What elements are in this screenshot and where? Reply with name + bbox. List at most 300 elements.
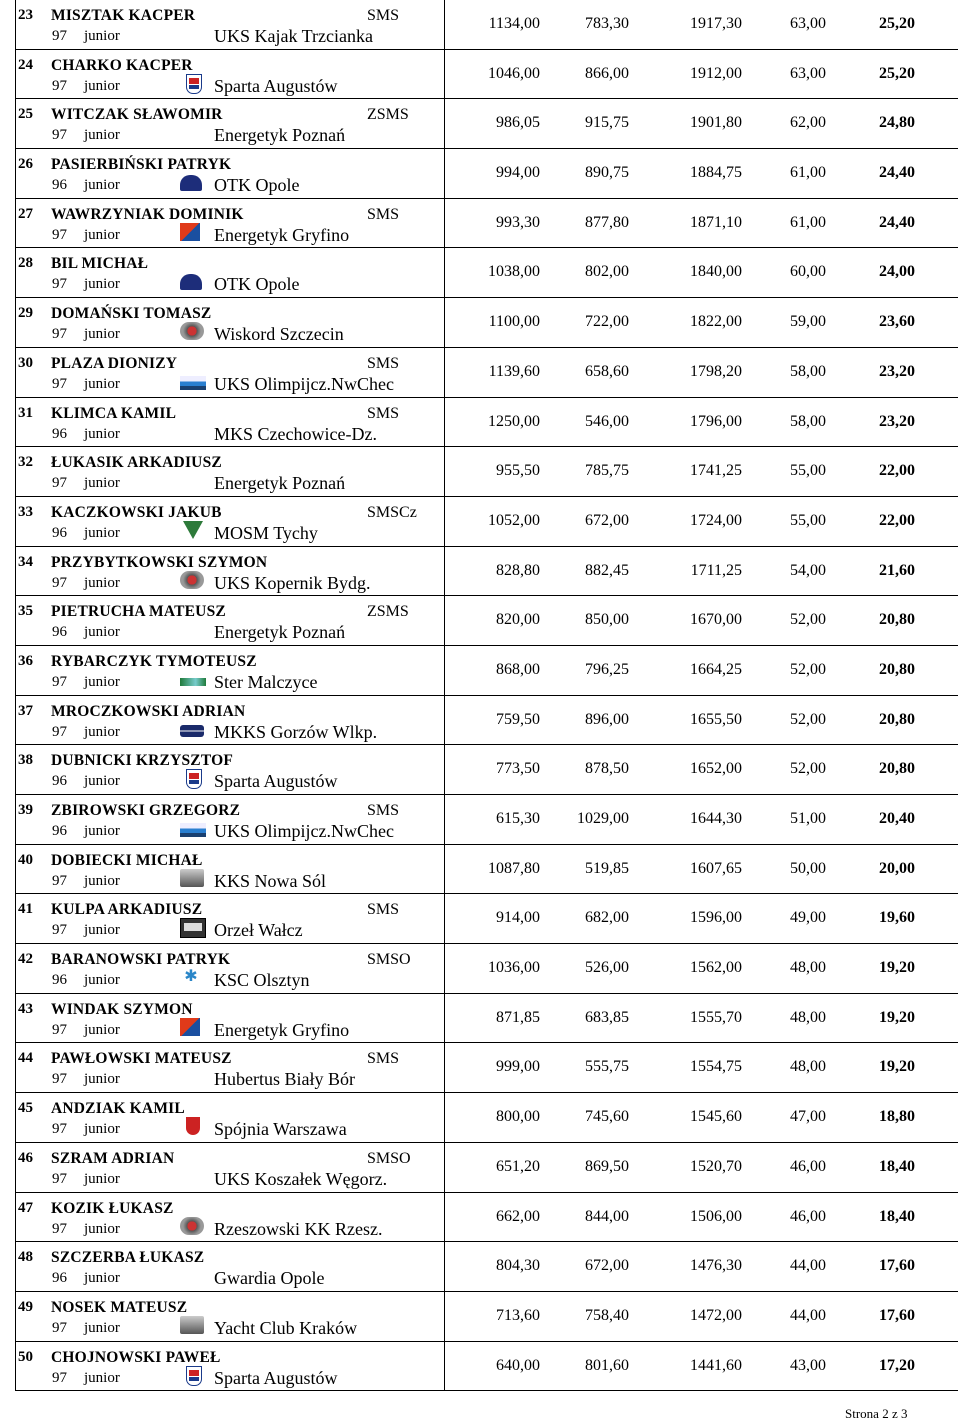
wave-logo xyxy=(180,819,208,839)
club-name: Sparta Augustów xyxy=(214,75,338,96)
round-logo xyxy=(180,571,208,591)
wave-logo xyxy=(180,372,208,392)
final-score: 24,40 xyxy=(879,213,915,231)
birth-year: 97 xyxy=(52,1021,67,1038)
club-logo-empty xyxy=(180,422,208,442)
final-score: 20,80 xyxy=(879,760,915,778)
birth-year: 97 xyxy=(52,872,67,889)
rank-number: 44 xyxy=(18,1050,33,1067)
table-row xyxy=(0,99,960,149)
birth-year: 97 xyxy=(52,475,67,492)
category-label: junior xyxy=(84,673,120,690)
rank-number: 37 xyxy=(18,702,33,719)
final-score: 23,60 xyxy=(879,313,915,331)
rank-number: 35 xyxy=(18,603,33,620)
club-name: UKS Koszałek Węgorz. xyxy=(214,1168,388,1189)
club-name: UKS Kopernik Bydg. xyxy=(214,572,371,593)
rank-number: 39 xyxy=(18,802,33,818)
score-total: 1917,30 xyxy=(690,15,742,32)
school-code: SMSCz xyxy=(367,503,417,521)
rank-number: 30 xyxy=(18,354,33,371)
score-total: 1555,70 xyxy=(690,1008,742,1026)
birth-year: 97 xyxy=(52,1071,67,1088)
points: 61,00 xyxy=(790,213,826,231)
points: 60,00 xyxy=(790,263,826,281)
birth-year: 97 xyxy=(52,375,67,392)
score-1: 804,30 xyxy=(496,1257,540,1275)
score-1: 1038,00 xyxy=(488,263,540,281)
points: 49,00 xyxy=(790,909,826,927)
athlete-name: KACZKOWSKI JAKUB xyxy=(51,503,222,521)
rank-number: 33 xyxy=(18,503,33,520)
school-code: SMS xyxy=(367,802,400,819)
category-label: junior xyxy=(84,922,120,939)
final-score: 20,00 xyxy=(879,859,915,877)
school-code: ZSMS xyxy=(367,106,409,124)
athlete-name: KULPA ARKADIUSZ xyxy=(51,901,203,919)
category-label: junior xyxy=(84,28,120,44)
box-logo xyxy=(180,918,208,938)
score-2: 783,30 xyxy=(585,15,629,32)
club-name: Ster Malczyce xyxy=(214,671,318,692)
score-1: 820,00 xyxy=(496,611,540,629)
club-logo-icon xyxy=(180,678,206,686)
club-name: Spójnia Warszawa xyxy=(214,1119,347,1140)
score-2: 546,00 xyxy=(585,412,629,430)
club-logo-icon xyxy=(180,223,200,241)
category-label: junior xyxy=(84,624,120,641)
table-row xyxy=(0,447,960,497)
athlete-name: SZRAM ADRIAN xyxy=(51,1149,175,1167)
athlete-name: WAWRZYNIAK DOMINIK xyxy=(51,205,244,223)
club-logo-empty xyxy=(180,620,208,640)
score-total: 1901,80 xyxy=(690,114,742,132)
athlete-name: DUBNICKI KRZYSZTOF xyxy=(51,752,234,770)
table-row xyxy=(0,149,960,199)
birth-year: 97 xyxy=(52,326,67,343)
grey-logo xyxy=(180,1316,208,1336)
final-score: 19,20 xyxy=(879,1058,915,1076)
table-row xyxy=(0,646,960,696)
score-1: 914,00 xyxy=(496,909,540,927)
table-row xyxy=(0,596,960,646)
score-total: 1607,65 xyxy=(690,859,742,877)
athlete-name: PRZYBYTKOWSKI SZYMON xyxy=(51,553,268,571)
score-total: 1545,60 xyxy=(690,1108,742,1126)
ball-logo xyxy=(180,173,208,193)
rank-number: 38 xyxy=(18,752,33,769)
points: 43,00 xyxy=(790,1356,826,1374)
birth-year: 96 xyxy=(52,1270,67,1287)
shield-logo xyxy=(180,769,208,789)
points: 44,00 xyxy=(790,1306,826,1324)
school-code: SMS xyxy=(367,1050,400,1068)
score-total: 1644,30 xyxy=(690,810,742,827)
category-label: junior xyxy=(84,1071,120,1088)
score-2: 745,60 xyxy=(585,1108,629,1126)
category-label: junior xyxy=(84,177,120,194)
athlete-name: WINDAK SZYMON xyxy=(51,1000,193,1018)
points: 52,00 xyxy=(790,611,826,629)
birth-year: 97 xyxy=(52,1220,67,1237)
club-logo-icon xyxy=(180,1316,204,1334)
points: 58,00 xyxy=(790,362,826,380)
birth-year: 97 xyxy=(52,922,67,939)
category-label: junior xyxy=(84,524,120,541)
athlete-name: ZBIROWSKI GRZEGORZ xyxy=(51,802,241,819)
final-score: 24,40 xyxy=(879,164,915,182)
club-logo-icon: ✱ xyxy=(184,968,198,986)
score-total: 1822,00 xyxy=(690,313,742,331)
club-name: MKS Czechowice-Dz. xyxy=(214,423,377,444)
table-row xyxy=(0,1342,960,1392)
category-label: junior xyxy=(84,1319,120,1336)
score-2: 866,00 xyxy=(585,64,629,82)
points: 63,00 xyxy=(790,64,826,82)
score-1: 871,85 xyxy=(496,1008,540,1026)
category-label: junior xyxy=(84,375,120,392)
score-2: 555,75 xyxy=(585,1058,629,1076)
final-score: 19,60 xyxy=(879,909,915,927)
rank-number: 29 xyxy=(18,305,33,322)
final-score: 18,40 xyxy=(879,1157,915,1175)
table-row xyxy=(0,348,960,398)
rank-number: 49 xyxy=(18,1298,33,1315)
birth-year: 97 xyxy=(52,28,67,44)
club-logo-icon xyxy=(180,322,204,340)
score-total: 1796,00 xyxy=(690,412,742,430)
score-1: 713,60 xyxy=(496,1306,540,1324)
final-score: 20,40 xyxy=(879,810,915,827)
category-label: junior xyxy=(84,1270,120,1287)
birth-year: 97 xyxy=(52,276,67,293)
score-total: 1840,00 xyxy=(690,263,742,281)
athlete-name: ŁUKASIK ARKADIUSZ xyxy=(51,454,222,472)
category-label: junior xyxy=(84,77,120,94)
club-name: Rzeszowski KK Rzesz. xyxy=(214,1218,383,1239)
score-1: 651,20 xyxy=(496,1157,540,1175)
score-total: 1664,25 xyxy=(690,660,742,678)
score-total: 1506,00 xyxy=(690,1207,742,1225)
rank-number: 40 xyxy=(18,851,33,868)
birth-year: 96 xyxy=(52,972,67,989)
school-code: SMS xyxy=(367,404,400,422)
score-total: 1472,00 xyxy=(690,1306,742,1324)
rank-number: 23 xyxy=(18,7,33,23)
score-1: 1100,00 xyxy=(488,313,540,331)
athlete-name: MROCZKOWSKI ADRIAN xyxy=(51,702,246,720)
category-label: junior xyxy=(84,972,120,989)
points: 44,00 xyxy=(790,1257,826,1275)
score-1: 640,00 xyxy=(496,1356,540,1374)
score-total: 1554,75 xyxy=(690,1058,742,1076)
final-score: 22,00 xyxy=(879,462,915,480)
points: 62,00 xyxy=(790,114,826,132)
birth-year: 97 xyxy=(52,127,67,144)
final-score: 21,60 xyxy=(879,561,915,579)
flag-logo xyxy=(180,1018,208,1038)
athlete-name: PIETRUCHA MATEUSZ xyxy=(51,603,226,621)
school-code: ZSMS xyxy=(367,603,409,621)
birth-year: 97 xyxy=(52,673,67,690)
category-label: junior xyxy=(84,425,120,442)
score-1: 999,00 xyxy=(496,1058,540,1076)
score-total: 1476,30 xyxy=(690,1257,742,1275)
club-name: Sparta Augustów xyxy=(214,1367,338,1388)
score-2: 802,00 xyxy=(585,263,629,281)
school-code: SMS xyxy=(367,7,400,24)
score-1: 994,00 xyxy=(496,164,540,182)
points: 46,00 xyxy=(790,1207,826,1225)
athlete-name: PAWŁOWSKI MATEUSZ xyxy=(51,1050,232,1068)
score-2: 658,60 xyxy=(585,362,629,380)
rank-number: 46 xyxy=(18,1149,33,1166)
points: 63,00 xyxy=(790,15,826,32)
score-1: 1250,00 xyxy=(488,412,540,430)
athlete-name: MISZTAK KACPER xyxy=(51,7,196,24)
table-row xyxy=(0,298,960,348)
rank-number: 24 xyxy=(18,56,33,73)
birth-year: 96 xyxy=(52,773,67,790)
rank-number: 48 xyxy=(18,1249,33,1266)
athlete-name: KOZIK ŁUKASZ xyxy=(51,1199,174,1217)
tri-logo xyxy=(180,521,208,541)
athlete-name: PASIERBIŃSKI PATRYK xyxy=(51,156,232,174)
score-1: 800,00 xyxy=(496,1108,540,1126)
category-label: junior xyxy=(84,723,120,740)
score-1: 1046,00 xyxy=(488,64,540,82)
athlete-name: DOMAŃSKI TOMASZ xyxy=(51,305,212,323)
school-code: SMS xyxy=(367,354,400,372)
athlete-name: PLAZA DIONIZY xyxy=(51,354,178,372)
category-label: junior xyxy=(84,1121,120,1138)
score-total: 1655,50 xyxy=(690,710,742,728)
category-label: junior xyxy=(84,326,120,343)
score-2: 877,80 xyxy=(585,213,629,231)
category-label: junior xyxy=(84,226,120,243)
score-2: 526,00 xyxy=(585,959,629,977)
points: 55,00 xyxy=(790,511,826,529)
club-name: OTK Opole xyxy=(214,175,300,196)
school-code: SMS xyxy=(367,901,400,919)
category-label: junior xyxy=(84,1021,120,1038)
score-2: 672,00 xyxy=(585,1257,629,1275)
score-1: 868,00 xyxy=(496,660,540,678)
category-label: junior xyxy=(84,574,120,591)
round-logo xyxy=(180,322,208,342)
points: 54,00 xyxy=(790,561,826,579)
table-row xyxy=(0,497,960,547)
birth-year: 96 xyxy=(52,524,67,541)
category-label: junior xyxy=(84,1220,120,1237)
rank-number: 45 xyxy=(18,1100,33,1117)
score-2: 1029,00 xyxy=(577,810,629,827)
points: 52,00 xyxy=(790,660,826,678)
points: 51,00 xyxy=(790,810,826,827)
final-score: 17,60 xyxy=(879,1257,915,1275)
club-name: Orzeł Wałcz xyxy=(214,920,303,941)
page-footer: Strona 2 z 3 xyxy=(845,1406,908,1421)
club-name: UKS Kajak Trzcianka xyxy=(214,26,373,46)
points: 46,00 xyxy=(790,1157,826,1175)
score-2: 519,85 xyxy=(585,859,629,877)
table-row xyxy=(0,1193,960,1243)
points: 59,00 xyxy=(790,313,826,331)
rank-number: 42 xyxy=(18,951,33,968)
school-code: SMSO xyxy=(367,1149,411,1167)
score-total: 1711,25 xyxy=(690,561,742,579)
club-name: UKS Olimpijcz.NwChec xyxy=(214,821,394,841)
points: 48,00 xyxy=(790,1058,826,1076)
rank-number: 26 xyxy=(18,156,33,173)
athlete-name: NOSEK MATEUSZ xyxy=(51,1298,188,1316)
table-row xyxy=(0,894,960,944)
club-logo-icon xyxy=(180,725,204,737)
points: 61,00 xyxy=(790,164,826,182)
shield-logo xyxy=(180,74,208,94)
category-label: junior xyxy=(84,1170,120,1187)
athlete-name: CHOJNOWSKI PAWEŁ xyxy=(51,1348,221,1366)
score-total: 1741,25 xyxy=(690,462,742,480)
red-logo xyxy=(180,1117,208,1137)
table-row xyxy=(0,398,960,448)
points: 47,00 xyxy=(790,1108,826,1126)
table-row xyxy=(0,0,960,50)
birth-year: 96 xyxy=(52,177,67,194)
score-1: 828,80 xyxy=(496,561,540,579)
score-1: 1036,00 xyxy=(488,959,540,977)
final-score: 20,80 xyxy=(879,611,915,629)
club-name: Sparta Augustów xyxy=(214,771,338,792)
score-total: 1441,60 xyxy=(690,1356,742,1374)
athlete-name: BIL MICHAŁ xyxy=(51,255,149,273)
birth-year: 97 xyxy=(52,1121,67,1138)
category-label: junior xyxy=(84,823,120,839)
category-label: junior xyxy=(84,127,120,144)
birth-year: 96 xyxy=(52,425,67,442)
score-total: 1798,20 xyxy=(690,362,742,380)
score-1: 1052,00 xyxy=(488,511,540,529)
club-name: Energetyk Poznań xyxy=(214,622,346,643)
category-label: junior xyxy=(84,1369,120,1386)
club-name: Hubertus Biały Bór xyxy=(214,1069,355,1090)
athlete-name: BARANOWSKI PATRYK xyxy=(51,951,231,969)
score-2: 758,40 xyxy=(585,1306,629,1324)
club-logo-icon xyxy=(186,1366,202,1386)
table-row xyxy=(0,1242,960,1292)
club-logo-icon xyxy=(186,1117,200,1135)
athlete-name: DOBIECKI MICHAŁ xyxy=(51,851,203,869)
club-logo-icon xyxy=(186,769,202,789)
birth-year: 97 xyxy=(52,1170,67,1187)
points: 52,00 xyxy=(790,710,826,728)
athlete-name: ANDZIAK KAMIL xyxy=(51,1100,185,1118)
birth-year: 97 xyxy=(52,77,67,94)
score-2: 801,60 xyxy=(585,1356,629,1374)
final-score: 20,80 xyxy=(879,660,915,678)
score-total: 1912,00 xyxy=(690,64,742,82)
club-name: KKS Nowa Sól xyxy=(214,870,327,891)
club-name: Wiskord Szczecin xyxy=(214,324,344,345)
score-1: 1087,80 xyxy=(488,859,540,877)
category-label: junior xyxy=(84,276,120,293)
club-logo-empty xyxy=(180,1067,208,1087)
table-row xyxy=(0,50,960,100)
club-logo-icon xyxy=(180,175,202,191)
birth-year: 97 xyxy=(52,226,67,243)
rank-number: 36 xyxy=(18,652,33,669)
score-2: 796,25 xyxy=(585,660,629,678)
final-score: 18,40 xyxy=(879,1207,915,1225)
club-name: Yacht Club Kraków xyxy=(214,1317,358,1338)
star-logo xyxy=(180,968,208,988)
club-name: MOSM Tychy xyxy=(214,522,318,543)
club-name: Energetyk Poznań xyxy=(214,125,346,146)
athlete-name: SZCZERBA ŁUKASZ xyxy=(51,1249,205,1267)
club-name: Gwardia Opole xyxy=(214,1268,325,1289)
score-total: 1871,10 xyxy=(690,213,742,231)
final-score: 24,80 xyxy=(879,114,915,132)
score-total: 1652,00 xyxy=(690,760,742,778)
table-row xyxy=(0,248,960,298)
final-score: 19,20 xyxy=(879,959,915,977)
rank-number: 41 xyxy=(18,901,33,918)
club-logo-empty xyxy=(180,1266,208,1286)
plane-logo xyxy=(180,720,208,740)
birth-year: 96 xyxy=(52,624,67,641)
athlete-name: RYBARCZYK TYMOTEUSZ xyxy=(51,652,257,670)
athlete-name: KLIMCA KAMIL xyxy=(51,404,177,422)
table-row xyxy=(0,745,960,795)
score-1: 986,05 xyxy=(496,114,540,132)
club-logo-empty xyxy=(180,471,208,491)
rank-number: 43 xyxy=(18,1000,33,1017)
grey-logo xyxy=(180,869,208,889)
score-2: 878,50 xyxy=(585,760,629,778)
round-logo xyxy=(180,1217,208,1237)
club-name: UKS Olimpijcz.NwChec xyxy=(214,373,394,394)
birth-year: 97 xyxy=(52,723,67,740)
rank-number: 34 xyxy=(18,553,33,570)
score-1: 955,50 xyxy=(496,462,540,480)
rank-number: 28 xyxy=(18,255,33,272)
table-row xyxy=(0,1043,960,1093)
table-row xyxy=(0,944,960,994)
score-2: 785,75 xyxy=(585,462,629,480)
final-score: 24,00 xyxy=(879,263,915,281)
score-2: 896,00 xyxy=(585,710,629,728)
points: 58,00 xyxy=(790,412,826,430)
score-1: 759,50 xyxy=(496,710,540,728)
rank-number: 31 xyxy=(18,404,33,421)
club-name: OTK Opole xyxy=(214,274,300,295)
table-row xyxy=(0,1093,960,1143)
score-2: 672,00 xyxy=(585,511,629,529)
table-row xyxy=(0,1143,960,1193)
category-label: junior xyxy=(84,773,120,790)
score-2: 915,75 xyxy=(585,114,629,132)
club-logo-icon xyxy=(186,74,202,94)
table-row xyxy=(0,845,960,895)
club-logo-icon xyxy=(180,1217,204,1235)
score-2: 869,50 xyxy=(585,1157,629,1175)
final-score: 17,20 xyxy=(879,1356,915,1374)
birth-year: 96 xyxy=(52,823,67,839)
athlete-name: CHARKO KACPER xyxy=(51,56,193,74)
club-name: KSC Olsztyn xyxy=(214,970,310,991)
score-1: 1134,00 xyxy=(488,15,540,32)
table-row xyxy=(0,547,960,597)
